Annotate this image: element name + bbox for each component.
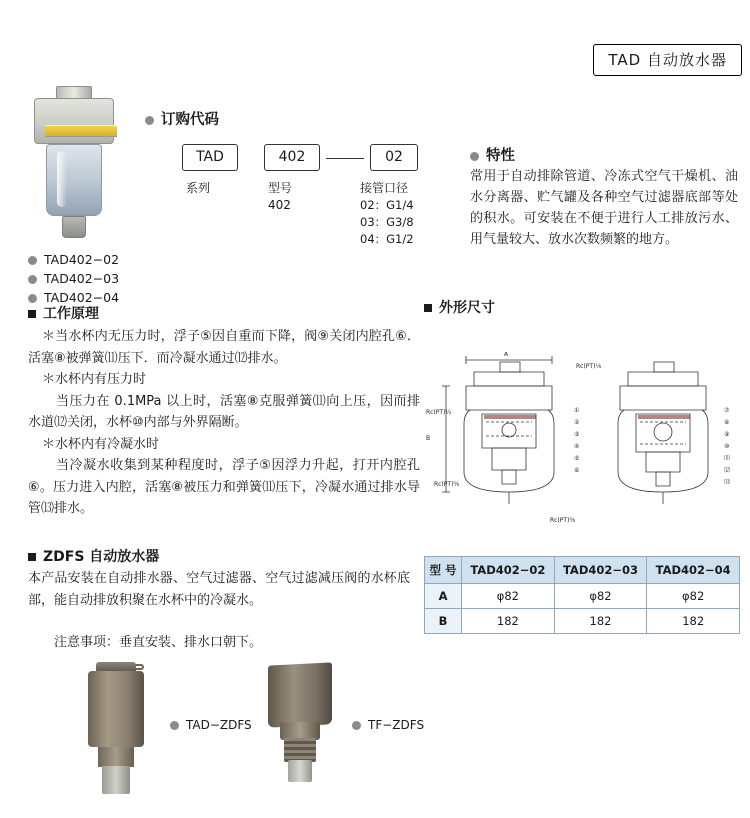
table-cell: 182 <box>554 609 647 634</box>
square-bullet-icon <box>28 310 36 318</box>
table-cell: φ82 <box>554 584 647 609</box>
zdfs-heading: ZDFS 自动放水器 <box>28 546 159 566</box>
table-header-cell: TAD402−03 <box>554 557 647 584</box>
order-code-box-model: 402 <box>264 144 320 171</box>
svg-text:A: A <box>504 352 509 358</box>
dimension-heading: 外形尺寸 <box>424 297 495 317</box>
svg-text:Rc(PT)⅜: Rc(PT)⅜ <box>550 517 576 524</box>
photo-body <box>34 98 114 144</box>
principle-paragraph: ＊当水杯内无压力时，浮子⑤因自重而下降，阀⑨关闭内腔孔⑥．活塞⑧被弹簧⑾压下．而冷凝水通过⑿排水。 <box>28 329 420 366</box>
zdfs-note: 注意事项：垂直安装、排水口朝下。 <box>54 635 263 650</box>
zdfs-caption-tf: TF−ZDFS <box>352 718 424 732</box>
table-header-cell: TAD402−04 <box>647 557 740 584</box>
svg-text:Rc(PT)¼: Rc(PT)¼ <box>426 409 452 416</box>
principle-text <box>28 326 420 520</box>
svg-text:②: ② <box>574 419 580 426</box>
svg-text:⑦: ⑦ <box>724 407 730 414</box>
svg-text:⑨: ⑨ <box>724 431 730 438</box>
list-item: TAD402−03 <box>28 269 119 288</box>
bullet-dot-icon <box>352 721 361 730</box>
svg-text:⑧: ⑧ <box>724 419 730 426</box>
list-item: TAD402−02 <box>28 250 119 269</box>
bullet-dot-icon <box>28 275 37 284</box>
dimension-drawing <box>424 352 740 526</box>
photo-tip <box>288 760 312 782</box>
zdfs-photo-tad <box>80 662 152 794</box>
photo-mid <box>98 747 134 767</box>
bullet-dot-icon <box>470 152 479 161</box>
svg-text:①: ① <box>574 407 580 414</box>
svg-text:⑿: ⑿ <box>724 467 731 474</box>
principle-paragraph: 当压力在 0.1MPa 以上时，活塞⑧克服弹簧⑾向上压，因而排水道⑿关闭，水杯⑩内部与外界隔断。 <box>28 393 420 430</box>
principle-paragraph: 当冷凝水收集到某种程度时，浮子⑤因浮力升起，打开内腔孔⑥。压力进入内腔，活塞⑧被压力和弹簧⑾压下，冷凝水通过排水导管⒀排水。 <box>28 458 420 516</box>
table-row <box>425 584 740 609</box>
bullet-dot-icon <box>170 721 179 730</box>
bullet-dot-icon <box>145 116 154 125</box>
table-cell: φ82 <box>462 584 555 609</box>
photo-foot <box>62 216 86 238</box>
features-text: 常用于自动排除管道、冷冻式空气干燥机、油水分离器、贮气罐及各种空气过滤器底部等处的积水。可安装在不便于进行人工排放污水、用气量较大、放水次数频繁的地方。 <box>470 169 738 247</box>
principle-paragraph: ＊水杯内有冷凝水时 <box>42 436 160 452</box>
order-code-caption-port: 接管口径 02：G1/4 03：G3/8 04：G1/2 <box>360 181 414 246</box>
svg-text:⑥: ⑥ <box>574 467 580 474</box>
order-code-heading: 订购代码 <box>145 108 219 129</box>
order-code-caption-model: 型号 402 <box>268 181 293 212</box>
model-list <box>28 250 119 307</box>
features-heading: 特性 <box>470 144 515 165</box>
photo-thread <box>284 738 316 762</box>
photo-label-band <box>45 125 117 137</box>
list-item: TAD402−04 <box>28 288 119 307</box>
table-cell: A <box>425 584 462 609</box>
table-header-cell: TAD402−02 <box>462 557 555 584</box>
bullet-dot-icon <box>28 256 37 265</box>
table-cell: φ82 <box>647 584 740 609</box>
table-header-row <box>425 557 740 584</box>
svg-text:④: ④ <box>574 443 580 450</box>
svg-text:③: ③ <box>574 431 580 438</box>
order-code-connector <box>326 158 364 159</box>
page-title-badge: TAD 自动放水器 <box>593 44 742 76</box>
table-cell: 182 <box>647 609 740 634</box>
photo-body <box>88 671 144 747</box>
svg-text:⑩: ⑩ <box>724 443 730 450</box>
zdfs-caption-tad: TAD−ZDFS <box>170 718 252 732</box>
zdfs-text: 本产品安装在自动排水器、空气过滤器、空气过滤减压阀的水杯底部，能自动排放积聚在水杯中的冷凝水。 <box>28 571 410 608</box>
table-header-cell: 型 号 <box>425 557 462 584</box>
svg-text:⒀: ⒀ <box>724 479 731 486</box>
table-cell: B <box>425 609 462 634</box>
svg-text:Rc(PT)⅛: Rc(PT)⅛ <box>576 363 602 370</box>
dimension-table <box>424 556 740 634</box>
bullet-dot-icon <box>28 294 37 303</box>
square-bullet-icon <box>424 304 432 312</box>
table-cell: 182 <box>462 609 555 634</box>
principle-paragraph: ＊水杯内有压力时 <box>42 372 147 387</box>
order-code-caption-series: 系列 <box>186 181 211 195</box>
svg-text:⑤: ⑤ <box>574 455 580 462</box>
svg-text:B: B <box>426 435 431 442</box>
zdfs-photo-tf <box>262 664 338 784</box>
order-code-box-port: 02 <box>370 144 418 171</box>
table-row <box>425 609 740 634</box>
photo-body <box>268 662 332 727</box>
product-photo-main <box>28 86 120 246</box>
svg-text:⑾: ⑾ <box>724 455 731 462</box>
principle-heading: 工作原理 <box>28 303 99 323</box>
photo-foot <box>102 766 130 794</box>
square-bullet-icon <box>28 553 36 561</box>
order-code-box-series: TAD <box>182 144 238 171</box>
photo-bowl <box>46 144 102 216</box>
svg-text:Rc(PT)⅜: Rc(PT)⅜ <box>434 481 460 488</box>
